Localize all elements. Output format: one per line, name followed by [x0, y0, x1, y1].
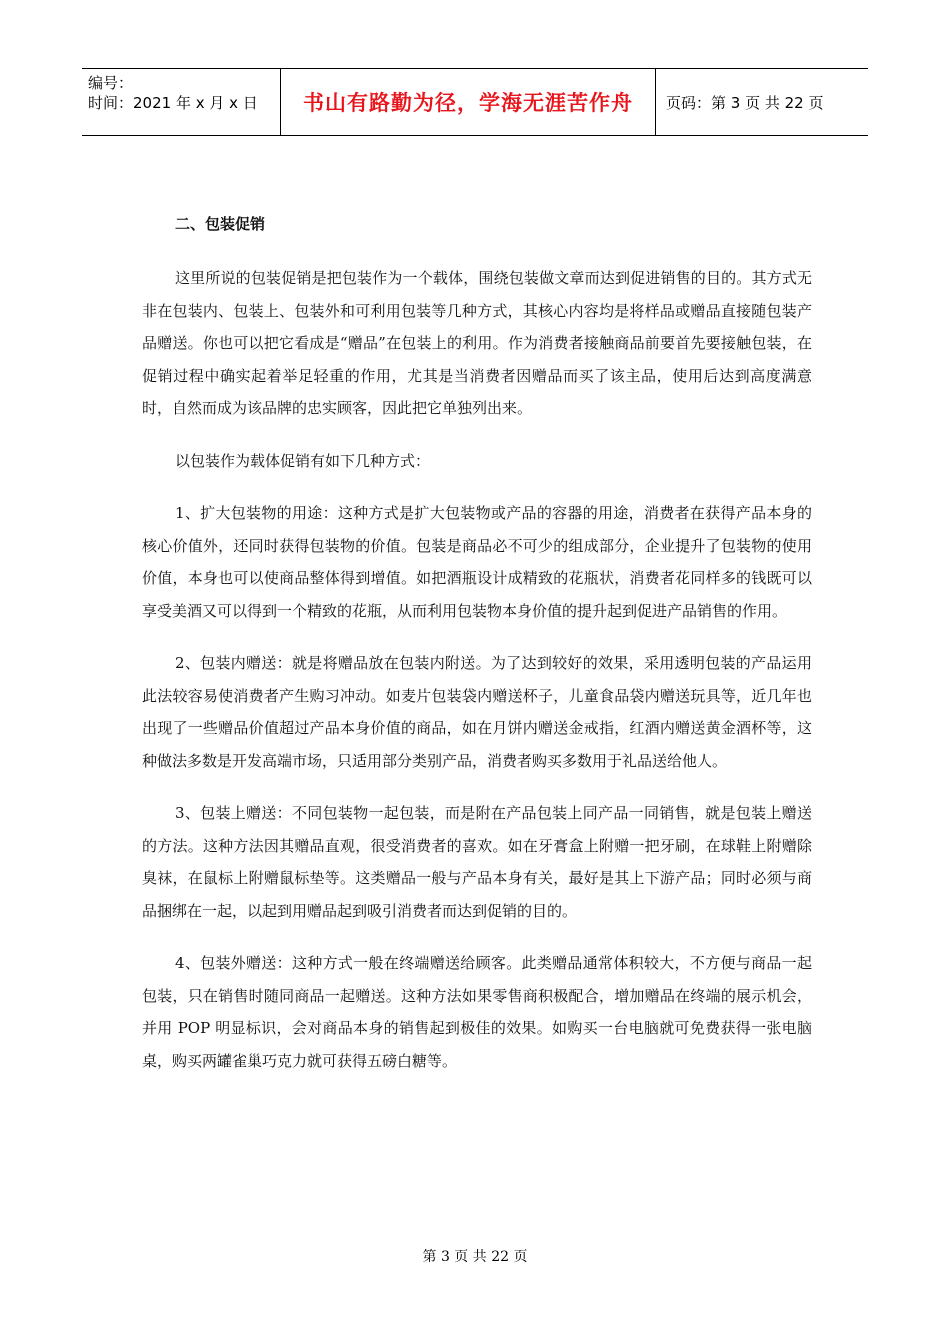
document-time-label: 时间：2021 年 x 月 x 日	[88, 94, 258, 112]
paragraph-methods-intro: 以包装作为载体促销有如下几种方式：	[175, 451, 431, 470]
document-body	[142, 206, 812, 1097]
header-motto: 书山有路勤为径，学海无涯苦作舟	[280, 69, 656, 135]
paragraph-intro: 这里所说的包装促销是把包装作为一个载体，围绕包装做文章而达到促进销售的目的。其方式无非在包装内、包装上、包装外和可利用包装等几种方式，其核心内容均是将样品或赠品直接随包装产品赠送。你也可以把它看成是“赠品”在包装上的利用。作为消费者接触商品前要首先要接触包装，在促销过程中确实起着举足轻重的作用，尤其是当消费者因赠品而买了该主品，使用后达到高度满意时，自然而成为该品牌的忠实顾客，因此把它单独列出来。	[142, 269, 812, 417]
paragraph-method-1: 1、扩大包装物的用途：这种方式是扩大包装物或产品的容器的用途，消费者在获得产品本身的核心价值外，还同时获得包装物的价值。包装是商品必不可少的组成部分，企业提升了包装物的使用价值，本身也可以使商品整体得到增值。如把酒瓶设计成精致的花瓶状，消费者花同样多的钱既可以享受美酒又可以得到一个精致的花瓶，从而利用包装物本身价值的提升起到促进产品销售的作用。	[142, 504, 812, 620]
header-meta	[82, 69, 280, 135]
paragraph-method-2: 2、包装内赠送：就是将赠品放在包装内附送。为了达到较好的效果，采用透明包装的产品运用此法较容易使消费者产生购习冲动。如麦片包装袋内赠送杯子，儿童食品袋内赠送玩具等，近几年也出现了一些赠品价值超过产品本身价值的商品，如在月饼内赠送金戒指，红酒内赠送黄金酒杯等，这种做法多数是开发高端市场，只适用部分类别产品，消费者购买多数用于礼品送给他人。	[142, 654, 812, 770]
paragraph-method-4: 4、包装外赠送：这种方式一般在终端赠送给顾客。此类赠品通常体积较大，不方便与商品一起包装，只在销售时随同商品一起赠送。这种方法如果零售商积极配合，增加赠品在终端的展示机会，并用 POP 明显标识，会对商品本身的销售起到极佳的效果。如购买一台电脑就可免费获得一张电脑桌，购买两罐雀巢巧克力就可获得五磅白糖等。	[142, 954, 812, 1070]
page-footer: 第 3 页 共 22 页	[422, 1249, 528, 1265]
section-heading: 二、包装促销	[175, 215, 266, 233]
page-header	[82, 68, 868, 136]
paragraph-method-3: 3、包装上赠送：不同包装物一起包装，而是附在产品包装上同产品一同销售，就是包装上赠送的方法。这种方法因其赠品直观，很受消费者的喜欢。如在牙膏盒上附赠一把牙刷，在球鞋上附赠除臭袜，在鼠标上附赠鼠标垫等。这类赠品一般与产品本身有关，最好是其上下游产品；同时必须与商品捆绑在一起，以起到用赠品起到吸引消费者而达到促销的目的。	[142, 804, 812, 920]
header-page-info: 页码：第 3 页 共 22 页	[666, 93, 824, 112]
document-number-label: 编号：	[88, 74, 134, 92]
